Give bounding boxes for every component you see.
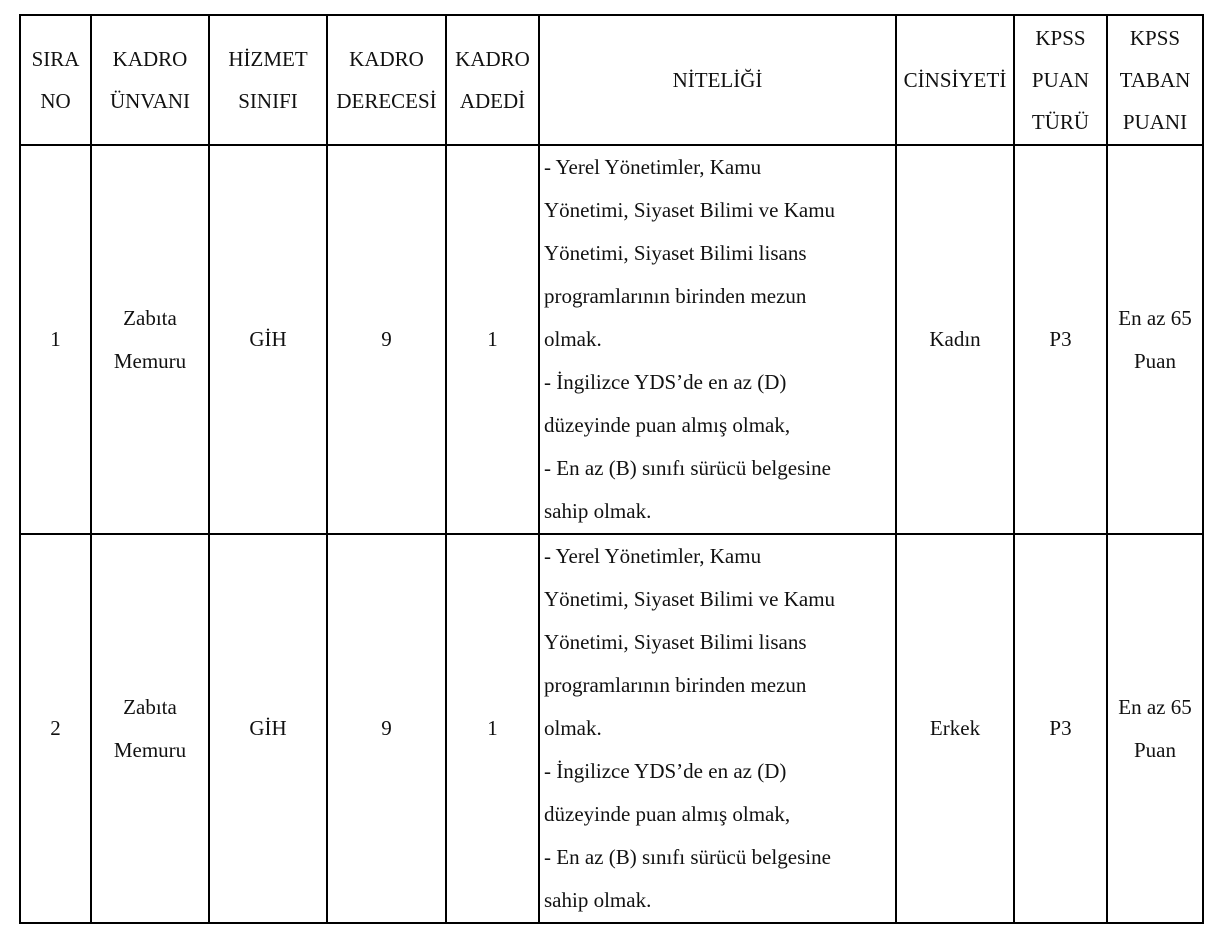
nitelik-line: Yönetimi, Siyaset Bilimi ve Kamu xyxy=(544,198,836,222)
nitelik-line: - Yerel Yönetimler, Kamu xyxy=(544,544,762,568)
nitelik-line: Yönetimi, Siyaset Bilimi ve Kamu xyxy=(544,587,836,611)
header-sira-no: SIRA NO xyxy=(20,15,91,145)
table-row xyxy=(20,534,1203,923)
cell-taban-puani: En az 65 Puan xyxy=(1107,145,1203,534)
cell-nitelik xyxy=(539,145,896,534)
cell-derece: 9 xyxy=(327,145,446,534)
cell-sira: 1 xyxy=(20,145,91,534)
nitelik-line: - En az (B) sınıfı sürücü belgesine xyxy=(544,845,831,869)
cell-puan-turu: P3 xyxy=(1014,145,1107,534)
nitelik-line: sahip olmak. xyxy=(544,888,652,912)
cell-adet: 1 xyxy=(446,145,539,534)
nitelik-line: programlarının birinden mezun xyxy=(544,673,807,697)
nitelik-line: - İngilizce YDS’de en az (D) xyxy=(544,759,787,783)
cell-sinif: GİH xyxy=(209,534,327,923)
header-kadro-adedi: KADRO ADEDİ xyxy=(446,15,539,145)
header-row xyxy=(20,15,1203,145)
kadro-table xyxy=(19,14,1204,924)
table-row xyxy=(20,145,1203,534)
cell-taban-puani: En az 65 Puan xyxy=(1107,534,1203,923)
header-kadro-derecesi: KADRO DERECESİ xyxy=(327,15,446,145)
header-niteligi: NİTELİĞİ xyxy=(539,15,896,145)
cell-unvan: Zabıta Memuru xyxy=(91,145,209,534)
header-kadro-unvani: KADRO ÜNVANI xyxy=(91,15,209,145)
cell-nitelik xyxy=(539,534,896,923)
nitelik-line: Yönetimi, Siyaset Bilimi lisans xyxy=(544,630,807,654)
nitelik-line: - Yerel Yönetimler, Kamu xyxy=(544,155,762,179)
header-hizmet-sinifi: HİZMET SINIFI xyxy=(209,15,327,145)
cell-derece: 9 xyxy=(327,534,446,923)
cell-cinsiyet: Kadın xyxy=(896,145,1014,534)
nitelik-line: - En az (B) sınıfı sürücü belgesine xyxy=(544,456,831,480)
nitelik-line: olmak. xyxy=(544,716,602,740)
header-kpss-puan-turu: KPSS PUAN TÜRÜ xyxy=(1014,15,1107,145)
nitelik-line: Yönetimi, Siyaset Bilimi lisans xyxy=(544,241,807,265)
cell-sira: 2 xyxy=(20,534,91,923)
cell-puan-turu: P3 xyxy=(1014,534,1107,923)
header-cinsiyeti: CİNSİYETİ xyxy=(896,15,1014,145)
nitelik-line: düzeyinde puan almış olmak, xyxy=(544,802,791,826)
nitelik-line: - İngilizce YDS’de en az (D) xyxy=(544,370,787,394)
nitelik-line: olmak. xyxy=(544,327,602,351)
cell-cinsiyet: Erkek xyxy=(896,534,1014,923)
cell-sinif: GİH xyxy=(209,145,327,534)
cell-unvan: Zabıta Memuru xyxy=(91,534,209,923)
nitelik-line: sahip olmak. xyxy=(544,499,652,523)
cell-adet: 1 xyxy=(446,534,539,923)
header-kpss-taban-puani: KPSS TABAN PUANI xyxy=(1107,15,1203,145)
nitelik-line: programlarının birinden mezun xyxy=(544,284,807,308)
nitelik-line: düzeyinde puan almış olmak, xyxy=(544,413,791,437)
